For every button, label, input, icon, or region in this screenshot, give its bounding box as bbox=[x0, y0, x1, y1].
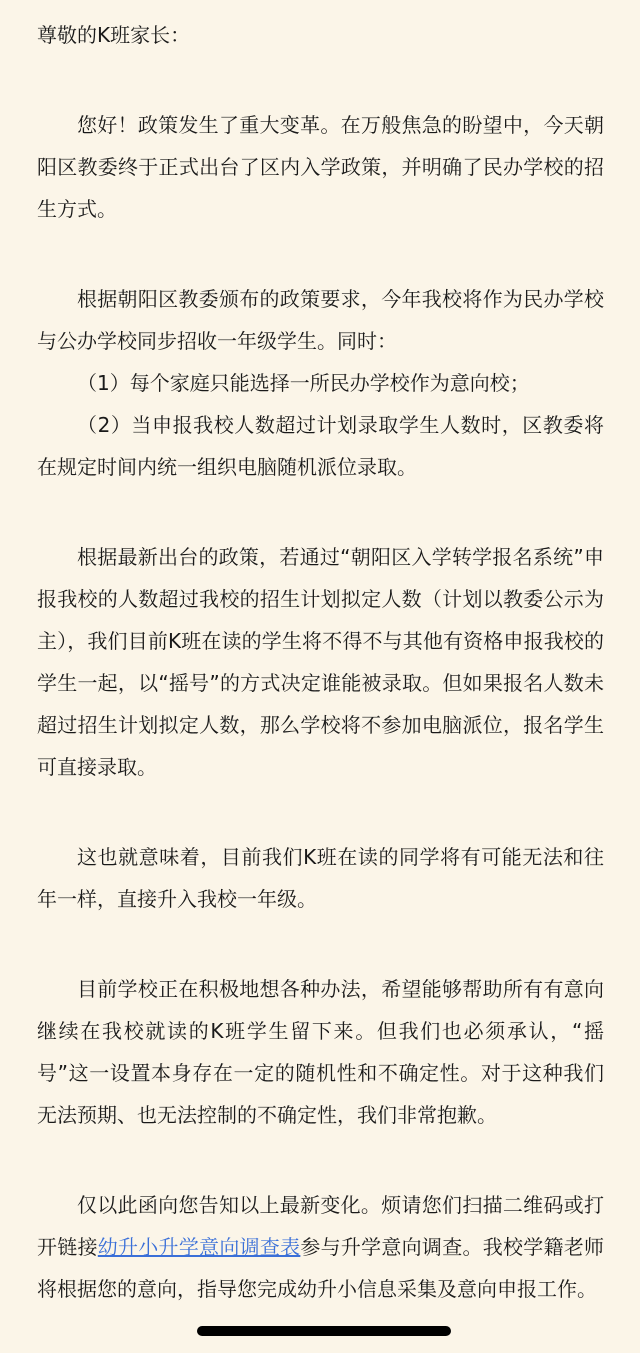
paragraph-meaning: 这也就意味着，目前我们K班在读的同学将有可能无法和往年一样，直接升入我校一年级。 bbox=[37, 845, 604, 911]
salutation: 尊敬的K班家长： bbox=[37, 23, 191, 47]
policy-item-2: （2）当申报我校人数超过计划录取学生人数时，区教委将在规定时间内统一组织电脑随机派位录取。 bbox=[37, 413, 604, 479]
paragraph-intro: 您好！政策发生了重大变革。在万般焦急的盼望中，今天朝阳区教委终于正式出台了区内入学政策，并明确了民办学校的招生方式。 bbox=[37, 113, 604, 221]
survey-link[interactable]: 幼升小升学意向调查表 bbox=[97, 1235, 301, 1259]
survey-text-before: 仅以此函向您告知以上最新变化。烦请您们扫描二维码或打开链接 bbox=[37, 1193, 604, 1259]
paragraph-apology: 目前学校正在积极地想各种办法，希望能够帮助所有有意向继续在我校就读的K班学生留下来。但我们也必须承认，“摇号”这一设置本身存在一定的随机性和不确定性。对于这种我们无法预期、也无法控制的不确定性，我们非常抱歉。 bbox=[37, 977, 604, 1127]
paragraph-lottery: 根据最新出台的政策，若通过“朝阳区入学转学报名系统”申报我校的人数超过我校的招生计划拟定人数（计划以教委公示为主），我们目前K班在读的学生将不得不与其他有资格申报我校的学生一起，以“摇号”的方式决定谁能被录取。但如果报名人数未超过招生计划拟定人数，那么学校将不参加电脑派位，报名学生可直接录取。 bbox=[37, 545, 604, 779]
paragraph-survey bbox=[37, 1184, 604, 1310]
survey-text-after: 参与升学意向调查。我校学籍老师将根据您的意向，指导您完成幼升小信息采集及意向申报工作。 bbox=[37, 1235, 605, 1301]
paragraph-policy: 根据朝阳区教委颁布的政策要求，今年我校将作为民办学校与公办学校同步招收一年级学生。同时： bbox=[37, 287, 604, 353]
home-indicator[interactable] bbox=[197, 1326, 451, 1336]
policy-item-1: （1）每个家庭只能选择一所民办学校作为意向校； bbox=[77, 371, 530, 395]
